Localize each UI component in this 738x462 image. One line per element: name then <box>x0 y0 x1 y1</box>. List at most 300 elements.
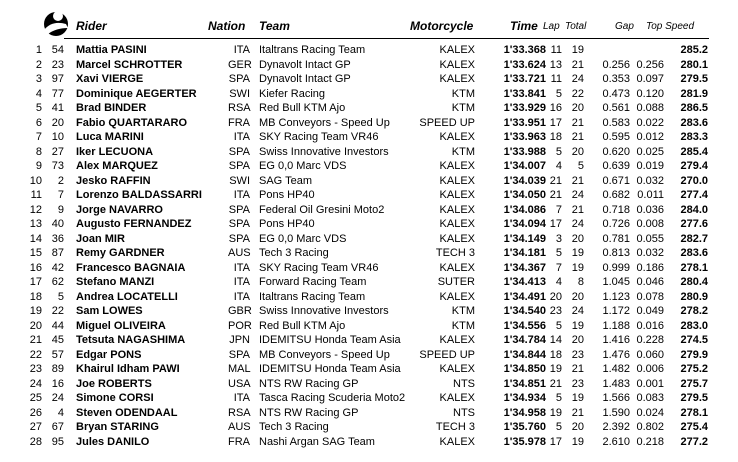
rider-number: 24 <box>51 392 64 404</box>
motorcycle-brand: KALEX <box>439 131 475 143</box>
total-laps: 19 <box>571 261 584 274</box>
position: 9 <box>35 160 42 172</box>
position: 19 <box>29 305 42 317</box>
position: 4 <box>35 87 42 100</box>
motorcycle-brand: KALEX <box>439 160 475 172</box>
table-row <box>0 275 738 290</box>
rider-name: Remy GARDNER <box>76 247 165 259</box>
rider-number: 45 <box>51 334 64 346</box>
gap-to-first: 1.045 <box>602 276 630 288</box>
lap-time: 1'34.784 <box>503 334 546 346</box>
nation-code: SPA <box>228 145 250 158</box>
gap-to-first: 1.188 <box>602 319 630 332</box>
top-speed: 278.1 <box>680 406 708 419</box>
gap-to-previous: 0.024 <box>636 406 664 419</box>
rider-name: Edgar PONS <box>76 348 142 361</box>
position: 12 <box>29 203 42 216</box>
gap-to-first: 0.620 <box>602 145 630 158</box>
top-speed: 285.4 <box>680 145 708 158</box>
nation-code: GBR <box>228 305 252 317</box>
rider-number: 95 <box>51 435 64 448</box>
table-row <box>0 145 738 160</box>
total-laps: 22 <box>571 87 584 100</box>
position: 17 <box>29 276 42 288</box>
top-speed: 284.0 <box>680 203 708 216</box>
total-laps: 20 <box>571 334 584 346</box>
lap-column-header: Lap <box>543 21 560 32</box>
team-name: Federal Oil Gresini Moto2 <box>259 203 385 216</box>
lap-time: 1'34.491 <box>503 290 546 303</box>
position: 27 <box>29 421 42 433</box>
gap-to-previous: 0.016 <box>636 319 664 332</box>
rider-number: 2 <box>57 174 64 187</box>
nation-code: RSA <box>228 102 251 114</box>
gap-to-first: 0.726 <box>602 218 630 230</box>
gap-to-previous: 0.120 <box>636 87 664 100</box>
best-lap: 18 <box>549 348 562 361</box>
gap-to-first: 1.172 <box>602 305 630 317</box>
motorcycle-brand: KTM <box>451 102 475 114</box>
best-lap: 20 <box>549 290 562 303</box>
gap-to-first: 0.583 <box>602 116 630 129</box>
rider-name: Sam LOWES <box>76 305 143 317</box>
motorcycle-column-header: Motorcycle <box>410 19 474 33</box>
lap-time: 1'34.413 <box>503 276 546 288</box>
rider-name: Steven ODENDAAL <box>76 406 178 419</box>
top-speed: 281.9 <box>680 87 708 100</box>
rider-name: Khairul Idham PAWI <box>76 363 180 375</box>
lap-time: 1'34.094 <box>503 218 546 230</box>
position: 20 <box>29 319 42 332</box>
best-lap: 5 <box>555 421 562 433</box>
rider-number: 42 <box>51 261 64 274</box>
motorcycle-brand: KALEX <box>439 218 475 230</box>
rider-name: Simone CORSI <box>76 392 154 404</box>
team-name: Forward Racing Team <box>259 276 367 288</box>
lap-time: 1'33.841 <box>503 87 546 100</box>
nation-code: JPN <box>229 334 250 346</box>
best-lap: 17 <box>549 435 562 448</box>
top-speed: 277.2 <box>680 435 708 448</box>
motorcycle-brand: KTM <box>451 145 475 158</box>
lap-time: 1'33.721 <box>503 73 546 85</box>
total-laps: 24 <box>571 218 584 230</box>
best-lap: 21 <box>549 189 562 201</box>
lap-time: 1'34.007 <box>503 160 546 172</box>
total-laps: 20 <box>571 145 584 158</box>
table-row <box>0 101 738 116</box>
table-row <box>0 333 738 348</box>
total-laps: 21 <box>571 363 584 375</box>
motorcycle-brand: KALEX <box>439 261 475 274</box>
motorcycle-brand: KALEX <box>439 392 475 404</box>
gap-to-first: 2.610 <box>602 435 630 448</box>
rider-name: Dominique AEGERTER <box>76 87 197 100</box>
team-name: Pons HP40 <box>259 189 315 201</box>
motorcycle-brand: SUTER <box>437 276 475 288</box>
team-name: Swiss Innovative Investors <box>259 305 389 317</box>
team-name: Tech 3 Racing <box>259 247 329 259</box>
table-row <box>0 116 738 131</box>
table-row <box>0 435 738 450</box>
rider-number: 36 <box>51 232 64 245</box>
gap-to-first: 1.476 <box>602 348 630 361</box>
table-row <box>0 362 738 377</box>
total-laps: 20 <box>571 421 584 433</box>
team-name: Dynavolt Intact GP <box>259 73 351 85</box>
team-name: Red Bull KTM Ajo <box>259 102 346 114</box>
rider-name: Iker LECUONA <box>76 145 154 158</box>
best-lap: 17 <box>549 218 562 230</box>
best-lap: 17 <box>549 116 562 129</box>
rider-name: Augusto FERNANDEZ <box>76 218 192 230</box>
best-lap: 21 <box>549 377 562 390</box>
best-lap: 14 <box>549 334 562 346</box>
lap-time: 1'33.988 <box>503 145 546 158</box>
top-speed: 277.6 <box>680 218 708 230</box>
table-row <box>0 72 738 87</box>
motorcycle-brand: KALEX <box>439 189 475 201</box>
team-name: MB Conveyors - Speed Up <box>259 348 390 361</box>
rider-name: Mattia PASINI <box>76 44 147 56</box>
nation-code: SWI <box>229 87 250 100</box>
rider-name: Luca MARINI <box>76 131 144 143</box>
rider-name: Alex MARQUEZ <box>76 160 158 172</box>
position: 3 <box>35 73 42 85</box>
top-speed: 279.9 <box>680 348 708 361</box>
rider-name: Miguel OLIVEIRA <box>76 319 166 332</box>
lap-time: 1'33.963 <box>503 131 546 143</box>
gap-to-previous: 0.019 <box>636 160 664 172</box>
motorcycle-brand: KALEX <box>439 290 475 303</box>
team-name: Swiss Innovative Investors <box>259 145 389 158</box>
total-laps: 21 <box>571 174 584 187</box>
gap-column-header: Gap <box>615 21 634 32</box>
table-row <box>0 290 738 305</box>
rider-number: 9 <box>57 203 64 216</box>
lap-time: 1'33.951 <box>503 116 546 129</box>
team-column-header: Team <box>259 19 290 33</box>
rider-number: 54 <box>51 44 64 56</box>
team-name: Italtrans Racing Team <box>259 290 366 303</box>
best-lap: 11 <box>550 73 562 85</box>
team-name: Italtrans Racing Team <box>259 44 366 56</box>
gap-to-first: 0.999 <box>602 261 630 274</box>
best-lap: 4 <box>555 160 562 172</box>
team-name: Dynavolt Intact GP <box>259 58 351 71</box>
total-laps: 20 <box>571 290 584 303</box>
top-speed: 283.3 <box>680 131 708 143</box>
lap-time: 1'34.556 <box>503 319 546 332</box>
team-name: EG 0,0 Marc VDS <box>259 160 347 172</box>
total-laps: 21 <box>571 58 584 71</box>
table-row <box>0 58 738 73</box>
nation-code: GER <box>228 58 252 71</box>
nation-code: AUS <box>228 247 251 259</box>
rider-number: 87 <box>51 247 64 259</box>
nation-code: USA <box>228 377 251 390</box>
rider-number: 16 <box>51 377 64 390</box>
rider-name: Jules DANILO <box>76 435 150 448</box>
lap-time: 1'34.086 <box>503 203 546 216</box>
table-row <box>0 87 738 102</box>
motorcycle-brand: KTM <box>451 87 475 100</box>
lap-time: 1'35.978 <box>503 435 546 448</box>
gap-to-first: 0.561 <box>602 102 630 114</box>
total-laps: 21 <box>571 116 584 129</box>
best-lap: 5 <box>555 392 562 404</box>
team-name: SKY Racing Team VR46 <box>259 131 379 143</box>
rider-number: 67 <box>51 421 64 433</box>
top-speed-column-header: Top Speed <box>646 21 695 32</box>
best-lap: 21 <box>549 174 562 187</box>
nation-code: ITA <box>233 261 250 274</box>
rider-number: 40 <box>51 218 64 230</box>
gap-to-previous: 0.012 <box>636 131 664 143</box>
top-speed: 275.7 <box>680 377 708 390</box>
gap-to-first: 1.566 <box>602 392 630 404</box>
team-name: Pons HP40 <box>259 218 315 230</box>
gap-to-first: 0.671 <box>602 174 630 187</box>
lap-time: 1'34.934 <box>503 392 546 404</box>
rider-number: 22 <box>51 305 64 317</box>
rider-number: 97 <box>51 73 64 85</box>
table-row <box>0 159 738 174</box>
table-row <box>0 319 738 334</box>
rider-number: 7 <box>57 189 64 201</box>
rider-number: 10 <box>51 131 64 143</box>
gap-to-first: 1.482 <box>602 363 630 375</box>
best-lap: 18 <box>549 131 562 143</box>
motorcycle-brand: KALEX <box>439 44 475 56</box>
total-laps: 19 <box>571 435 584 448</box>
rider-name: Stefano MANZI <box>76 276 155 288</box>
position: 26 <box>29 406 42 419</box>
table-row <box>0 348 738 363</box>
top-speed: 274.5 <box>680 334 708 346</box>
total-laps: 21 <box>571 203 584 216</box>
nation-code: SPA <box>228 348 250 361</box>
gap-to-first: 0.256 <box>602 58 630 71</box>
motorcycle-brand: NTS <box>453 406 475 419</box>
best-lap: 19 <box>549 406 562 419</box>
nation-code: POR <box>228 319 252 332</box>
position: 21 <box>29 334 42 346</box>
motorcycle-brand: KTM <box>451 319 475 332</box>
gap-to-previous: 0.802 <box>636 421 664 433</box>
rider-number: 57 <box>51 348 64 361</box>
gap-to-previous: 0.049 <box>636 305 664 317</box>
position: 1 <box>35 44 42 56</box>
gap-to-first: 0.595 <box>602 131 630 143</box>
gap-to-previous: 0.218 <box>636 435 664 448</box>
table-row <box>0 406 738 421</box>
lap-time: 1'33.624 <box>503 58 546 71</box>
gap-to-first: 0.718 <box>602 203 630 216</box>
team-name: NTS RW Racing GP <box>259 406 359 419</box>
gap-to-previous: 0.046 <box>636 276 664 288</box>
table-row <box>0 130 738 145</box>
motorcycle-brand: KALEX <box>439 435 475 448</box>
table-row <box>0 391 738 406</box>
gap-to-previous: 0.036 <box>636 203 664 216</box>
best-lap: 5 <box>555 145 562 158</box>
position: 13 <box>29 218 42 230</box>
lap-time: 1'34.850 <box>503 363 546 375</box>
motorcycle-brand: TECH 3 <box>435 247 475 259</box>
rider-column-header: Rider <box>76 19 107 33</box>
best-lap: 3 <box>555 232 562 245</box>
total-laps: 21 <box>571 406 584 419</box>
team-name: Tasca Racing Scuderia Moto2 <box>259 392 406 404</box>
gap-to-previous: 0.006 <box>636 363 664 375</box>
best-lap: 5 <box>555 247 562 259</box>
rider-number: 62 <box>51 276 64 288</box>
rider-name: Brad BINDER <box>76 102 147 114</box>
total-laps: 19 <box>571 319 584 332</box>
top-speed: 279.5 <box>680 392 708 404</box>
total-laps: 19 <box>571 44 584 56</box>
best-lap: 5 <box>555 319 562 332</box>
nation-code: FRA <box>228 435 250 448</box>
rider-name: Fabio QUARTARARO <box>76 116 188 129</box>
nation-code: ITA <box>233 276 250 288</box>
gap-to-first: 2.392 <box>602 421 630 433</box>
gap-to-previous: 0.032 <box>636 174 664 187</box>
gap-to-previous: 0.256 <box>636 58 664 71</box>
team-name: IDEMITSU Honda Team Asia <box>259 334 401 346</box>
nation-code: SPA <box>228 218 250 230</box>
rider-name: Xavi VIERGE <box>76 73 144 85</box>
lap-time: 1'33.929 <box>503 102 546 114</box>
gap-to-previous: 0.060 <box>636 348 664 361</box>
rider-name: Jorge NAVARRO <box>76 203 163 216</box>
rider-number: 20 <box>51 116 64 129</box>
gap-to-first: 1.416 <box>602 334 630 346</box>
gap-to-previous: 0.025 <box>636 145 664 158</box>
nation-code: ITA <box>233 290 250 303</box>
top-speed: 280.9 <box>680 290 708 303</box>
top-speed: 280.1 <box>680 58 708 71</box>
team-name: SKY Racing Team VR46 <box>259 261 379 274</box>
top-speed: 285.2 <box>680 44 708 56</box>
team-name: MB Conveyors - Speed Up <box>259 116 390 129</box>
nation-code: RSA <box>228 406 251 419</box>
top-speed: 277.4 <box>680 189 708 201</box>
total-laps: 19 <box>571 247 584 259</box>
table-row <box>0 188 738 203</box>
position: 14 <box>29 232 42 245</box>
gap-to-previous: 0.186 <box>636 261 664 274</box>
gap-to-previous: 0.083 <box>636 392 664 404</box>
gap-to-previous: 0.022 <box>636 116 664 129</box>
nation-code: AUS <box>228 421 251 433</box>
rider-name: Joe ROBERTS <box>76 377 152 390</box>
gap-to-previous: 0.228 <box>636 334 664 346</box>
team-name: EG 0,0 Marc VDS <box>259 232 347 245</box>
team-name: Kiefer Racing <box>259 87 326 100</box>
gap-to-previous: 0.055 <box>636 232 664 245</box>
motorcycle-brand: SPEED UP <box>419 116 475 129</box>
rider-name: Tetsuta NAGASHIMA <box>76 334 186 346</box>
total-laps: 24 <box>571 189 584 201</box>
gap-to-first: 1.123 <box>602 290 630 303</box>
table-row <box>0 174 738 189</box>
rider-name: Andrea LOCATELLI <box>76 290 178 303</box>
rider-number: 77 <box>51 87 64 100</box>
position: 8 <box>35 145 42 158</box>
rider-name: Francesco BAGNAIA <box>76 261 186 274</box>
position: 10 <box>29 174 42 187</box>
position: 22 <box>29 348 42 361</box>
position: 24 <box>29 377 42 390</box>
results-header <box>0 0 738 40</box>
nation-code: SPA <box>228 232 250 245</box>
top-speed: 283.6 <box>680 116 708 129</box>
table-row <box>0 217 738 232</box>
position: 18 <box>29 290 42 303</box>
lap-time: 1'34.149 <box>503 232 546 245</box>
rider-name: Marcel SCHROTTER <box>76 58 183 71</box>
rider-number: 4 <box>57 406 64 419</box>
team-name: IDEMITSU Honda Team Asia <box>259 363 401 375</box>
best-lap: 7 <box>555 261 562 274</box>
gap-to-previous: 0.032 <box>636 247 664 259</box>
rider-number: 5 <box>57 290 64 303</box>
top-speed: 278.2 <box>680 305 708 317</box>
motorcycle-brand: NTS <box>453 377 475 390</box>
team-name: SAG Team <box>259 174 312 187</box>
team-name: NTS RW Racing GP <box>259 377 359 390</box>
top-speed: 278.1 <box>680 261 708 274</box>
top-speed: 283.6 <box>680 247 708 259</box>
motorcycle-brand: TECH 3 <box>435 421 475 433</box>
position: 16 <box>29 261 42 274</box>
best-lap: 5 <box>555 87 562 100</box>
nation-code: ITA <box>233 189 250 201</box>
gap-to-first: 0.781 <box>602 232 630 245</box>
best-lap: 13 <box>549 58 562 71</box>
total-laps: 23 <box>571 348 584 361</box>
motorcycle-brand: KTM <box>451 305 475 317</box>
table-row <box>0 261 738 276</box>
rider-number: 73 <box>51 160 64 172</box>
table-row <box>0 232 738 247</box>
position: 5 <box>35 102 42 114</box>
motorcycle-brand: KALEX <box>439 232 475 245</box>
gap-to-first: 0.473 <box>602 87 630 100</box>
motorcycle-brand: KALEX <box>439 73 475 85</box>
nation-code: ITA <box>233 44 250 56</box>
nation-code: SWI <box>229 174 250 187</box>
best-lap: 7 <box>555 203 562 216</box>
lap-time: 1'34.367 <box>503 261 546 274</box>
team-name: Nashi Argan SAG Team <box>259 435 375 448</box>
rider-number: 41 <box>51 102 64 114</box>
total-laps: 24 <box>571 305 584 317</box>
total-laps: 24 <box>571 73 584 85</box>
total-laps: 20 <box>571 102 584 114</box>
gap-to-first: 0.353 <box>602 73 630 85</box>
gap-to-first: 0.682 <box>602 189 630 201</box>
table-row <box>0 43 738 58</box>
total-laps: 23 <box>571 377 584 390</box>
best-lap: 23 <box>549 305 562 317</box>
lap-time: 1'35.760 <box>503 421 546 433</box>
position: 6 <box>35 116 42 129</box>
header-divider <box>64 38 709 39</box>
motorcycle-brand: KALEX <box>439 174 475 187</box>
